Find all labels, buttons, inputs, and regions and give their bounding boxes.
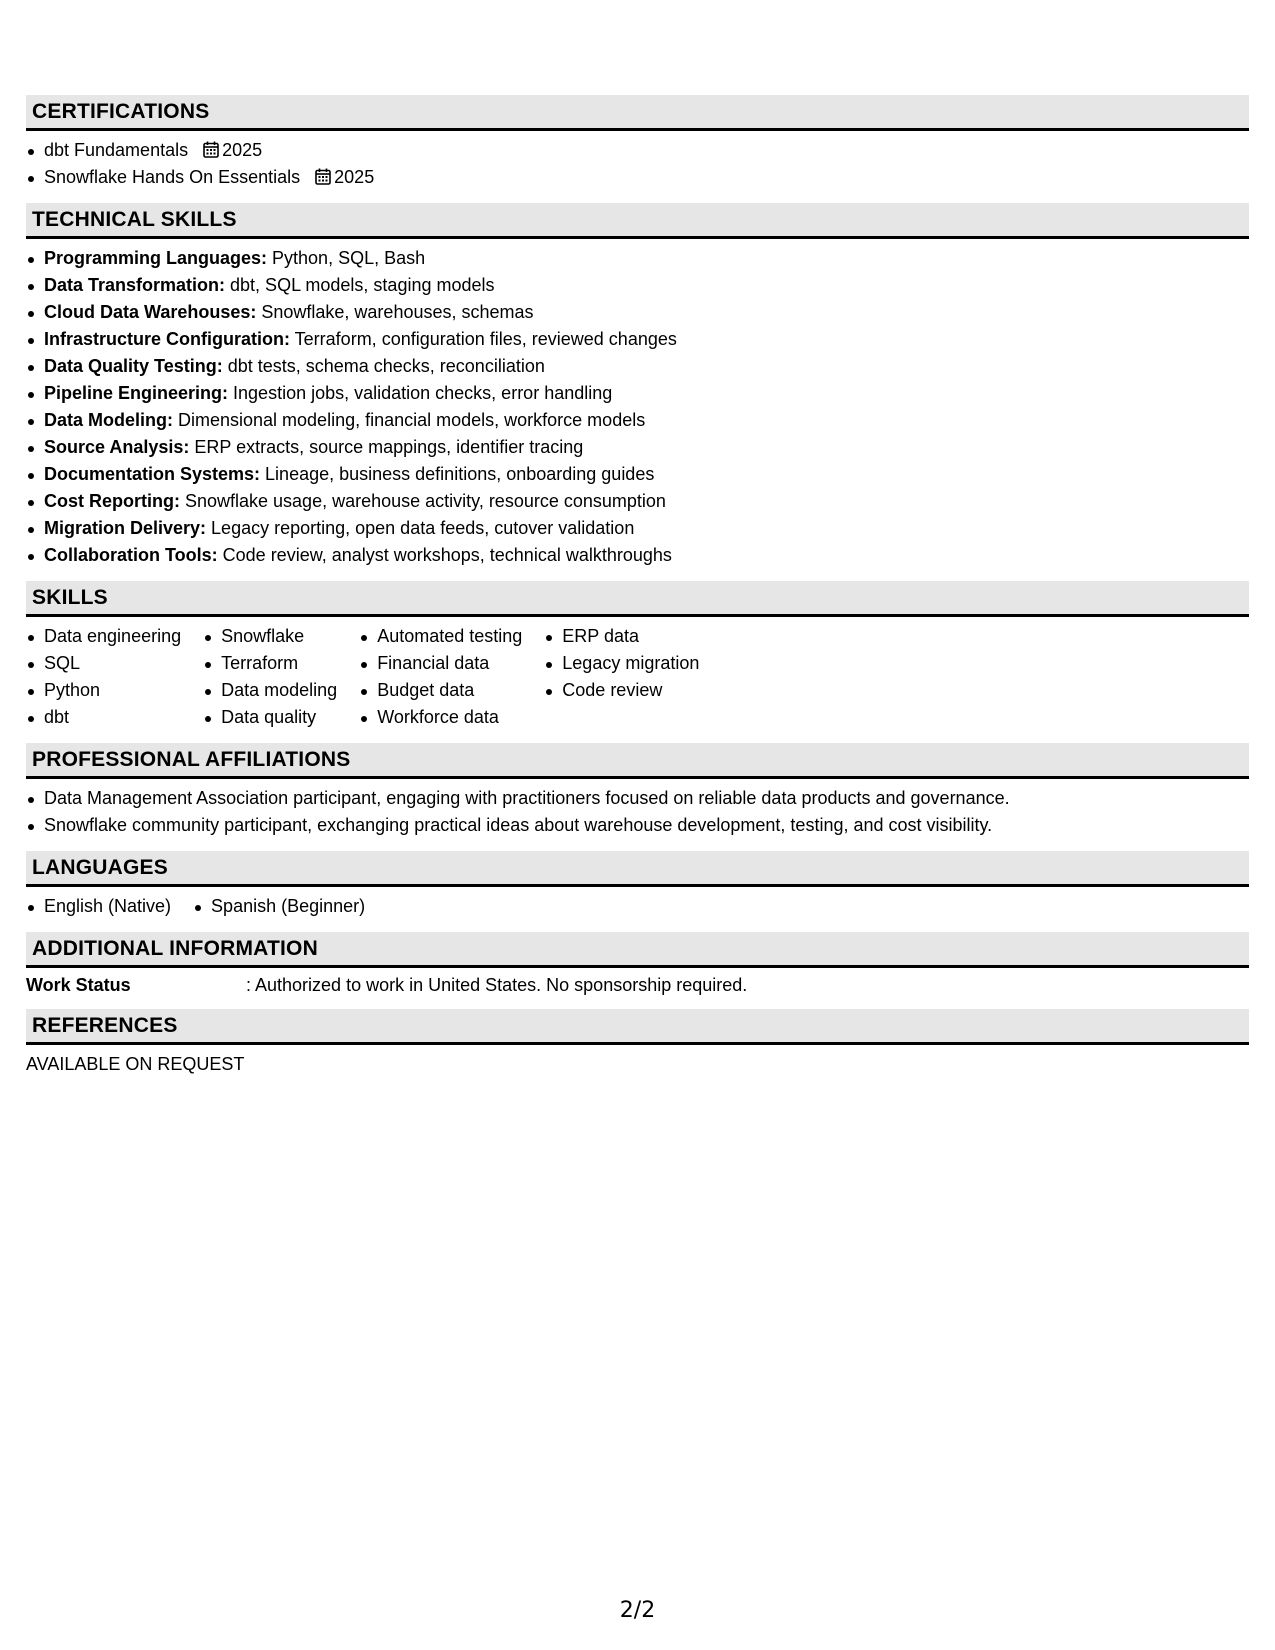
resume-page — [26, 95, 1249, 1078]
list-item — [26, 299, 1249, 326]
calendar-icon — [315, 168, 331, 185]
list-item: Workforce data — [359, 704, 522, 731]
list-item: SQL — [26, 650, 181, 677]
skill-values: Code review, analyst workshops, technical walkthroughs — [217, 545, 672, 565]
section-title: ADDITIONAL INFORMATION — [26, 932, 1249, 968]
list-item: Budget data — [359, 677, 522, 704]
skill-values: dbt, SQL models, staging models — [225, 275, 495, 295]
certification-year: 2025 — [334, 167, 375, 187]
work-status-label: Work Status — [26, 975, 131, 995]
skill-category: Documentation Systems: — [44, 464, 261, 484]
skills-column — [26, 623, 181, 731]
certification-name: dbt Fundamentals — [44, 140, 189, 160]
skill-category: Data Quality Testing: — [44, 356, 223, 376]
list-item — [26, 542, 1249, 569]
list-item: Financial data — [359, 650, 522, 677]
skills-column — [544, 623, 699, 731]
list-item: Spanish (Beginner) — [193, 893, 365, 920]
skills-columns — [26, 617, 1249, 743]
list-item: Python — [26, 677, 181, 704]
list-item: Code review — [544, 677, 699, 704]
certifications-list — [26, 131, 1249, 203]
list-item — [26, 353, 1249, 380]
section-title: TECHNICAL SKILLS — [26, 203, 1249, 239]
skill-category: Source Analysis: — [44, 437, 190, 457]
work-status-value: : Authorized to work in United States. No sponsorship required. — [246, 975, 748, 995]
skill-category: Cost Reporting: — [44, 491, 180, 511]
list-item — [26, 407, 1249, 434]
list-item — [26, 245, 1249, 272]
languages-section — [26, 851, 1249, 932]
additional-info-section — [26, 932, 1249, 1009]
section-title: SKILLS — [26, 581, 1249, 617]
certifications-section — [26, 95, 1249, 203]
skill-values: Terraform, configuration files, reviewed changes — [290, 329, 677, 349]
skill-category: Programming Languages: — [44, 248, 268, 268]
skills-column — [203, 623, 337, 731]
skills-column — [359, 623, 522, 731]
affiliations-section — [26, 743, 1249, 851]
list-item: Data Management Association participant, engaging with practitioners focused on reliable data products and governance. — [26, 785, 1249, 812]
work-status-row — [26, 968, 1249, 1009]
list-item: English (Native) — [26, 893, 171, 920]
skill-category: Data Modeling: — [44, 410, 173, 430]
affiliations-list — [26, 779, 1249, 851]
list-item: Snowflake community participant, exchanging practical ideas about warehouse development, testing, and cost visibility. — [26, 812, 1249, 839]
list-item: Data quality — [203, 704, 337, 731]
list-item — [26, 272, 1249, 299]
certification-year: 2025 — [222, 140, 263, 160]
list-item: Automated testing — [359, 623, 522, 650]
list-item: Legacy migration — [544, 650, 699, 677]
technical-skills-section — [26, 203, 1249, 581]
list-item: Snowflake — [203, 623, 337, 650]
references-section — [26, 1009, 1249, 1078]
section-title: LANGUAGES — [26, 851, 1249, 887]
list-item: Data modeling — [203, 677, 337, 704]
certification-date — [203, 140, 262, 160]
skill-values: Ingestion jobs, validation checks, error handling — [228, 383, 613, 403]
skill-values: Legacy reporting, open data feeds, cutover validation — [206, 518, 635, 538]
skill-values: Python, SQL, Bash — [267, 248, 426, 268]
skills-section — [26, 581, 1249, 743]
skill-category: Infrastructure Configuration: — [44, 329, 290, 349]
list-item: Data engineering — [26, 623, 181, 650]
references-text: AVAILABLE ON REQUEST — [26, 1054, 245, 1074]
skill-values: Lineage, business definitions, onboarding guides — [260, 464, 655, 484]
list-item — [26, 515, 1249, 542]
list-item — [26, 326, 1249, 353]
list-item — [26, 380, 1249, 407]
skill-values: Snowflake usage, warehouse activity, resource consumption — [179, 491, 666, 511]
skill-category: Data Transformation: — [44, 275, 226, 295]
skill-category: Collaboration Tools: — [44, 545, 218, 565]
calendar-icon — [203, 141, 219, 158]
technical-skills-list — [26, 239, 1249, 581]
skill-values: dbt tests, schema checks, reconciliation — [222, 356, 545, 376]
skill-category: Migration Delivery: — [44, 518, 207, 538]
list-item: Terraform — [203, 650, 337, 677]
list-item — [26, 461, 1249, 488]
skill-values: Dimensional modeling, financial models, workforce models — [173, 410, 646, 430]
skill-category: Pipeline Engineering: — [44, 383, 229, 403]
page-number: 2/2 — [619, 1598, 656, 1623]
list-item — [26, 434, 1249, 461]
section-title: PROFESSIONAL AFFILIATIONS — [26, 743, 1249, 779]
list-item — [26, 164, 1249, 191]
section-title: CERTIFICATIONS — [26, 95, 1249, 131]
list-item — [26, 137, 1249, 164]
skill-values: Snowflake, warehouses, schemas — [256, 302, 534, 322]
skill-category: Cloud Data Warehouses: — [44, 302, 257, 322]
list-item: dbt — [26, 704, 181, 731]
certification-date — [315, 167, 374, 187]
list-item: ERP data — [544, 623, 699, 650]
skill-values: ERP extracts, source mappings, identifier tracing — [189, 437, 584, 457]
certification-name: Snowflake Hands On Essentials — [44, 167, 301, 187]
section-title: REFERENCES — [26, 1009, 1249, 1045]
list-item — [26, 488, 1249, 515]
languages-list — [26, 887, 1249, 932]
